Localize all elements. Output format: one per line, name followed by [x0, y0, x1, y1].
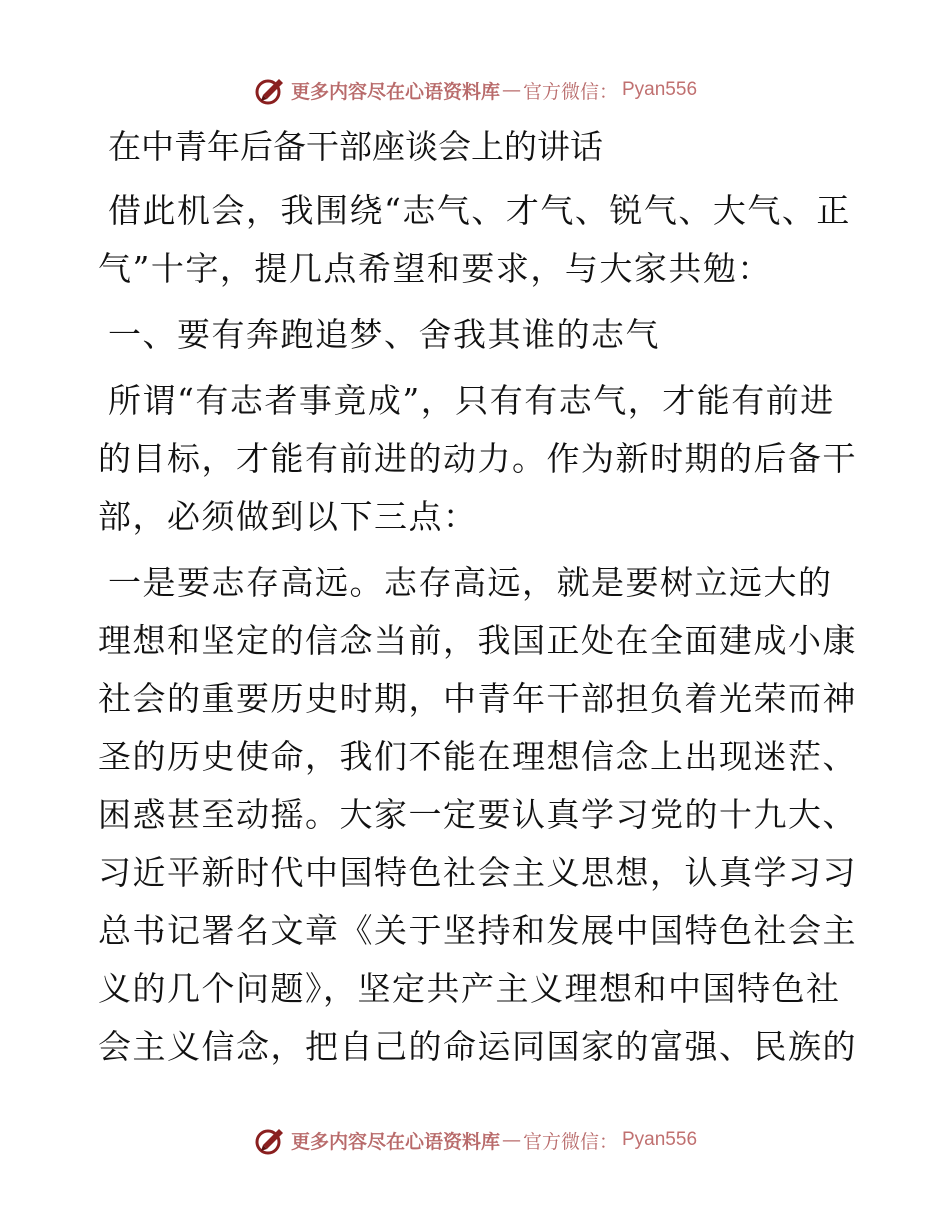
paragraph-section-1: 所谓“有志者事竟成”，只有有志气，才能有前进的目标，才能有前进的动力。作为新时期的后备干部，必须做到以下三点：	[98, 381, 857, 536]
wechat-id: Pyan556	[622, 1129, 698, 1150]
document-body	[98, 118, 858, 1076]
banner-separator: —	[501, 1129, 521, 1151]
wechat-label: 官方微信：	[522, 80, 618, 103]
promo-text: 更多内容尽在心语资料库	[290, 1130, 500, 1153]
pen-logo-icon	[253, 1123, 287, 1157]
paragraph-point-1: 一是要志存高远。志存高远，就是要树立远大的理想和坚定的信念当前，我国正处在全面建成小康社会的重要历史时期，中青年干部担负着光荣而神圣的历史使命，我们不能在理想信念上出现迷茫、困惑甚至动摇。大家一定要认真学习党的十九大、习近平新时代中国特色社会主义思想，认真学习习总书记署名文章《关于坚持和发展中国特色社会主义的几个问题》，坚定共产主义理想和中国特色社会主义信念，把自己的命运同国家的富强、民族的	[98, 563, 857, 1066]
watermark-banner-bottom	[0, 1120, 950, 1160]
watermark-banner-top	[0, 70, 950, 110]
pen-logo-icon	[253, 73, 287, 107]
paragraph-intro: 借此机会，我围绕“志气、才气、锐气、大气、正气”十字，提几点希望和要求，与大家共勉：	[98, 191, 851, 288]
promo-text: 更多内容尽在心语资料库	[290, 80, 500, 103]
document-title: 在中青年后备干部座谈会上的讲话	[108, 127, 603, 166]
wechat-id: Pyan556	[622, 79, 698, 100]
section-heading-1: 一、要有奔跑追梦、舍我其谁的志气	[108, 315, 660, 354]
wechat-label: 官方微信：	[522, 1130, 618, 1153]
banner-separator: —	[501, 79, 521, 101]
